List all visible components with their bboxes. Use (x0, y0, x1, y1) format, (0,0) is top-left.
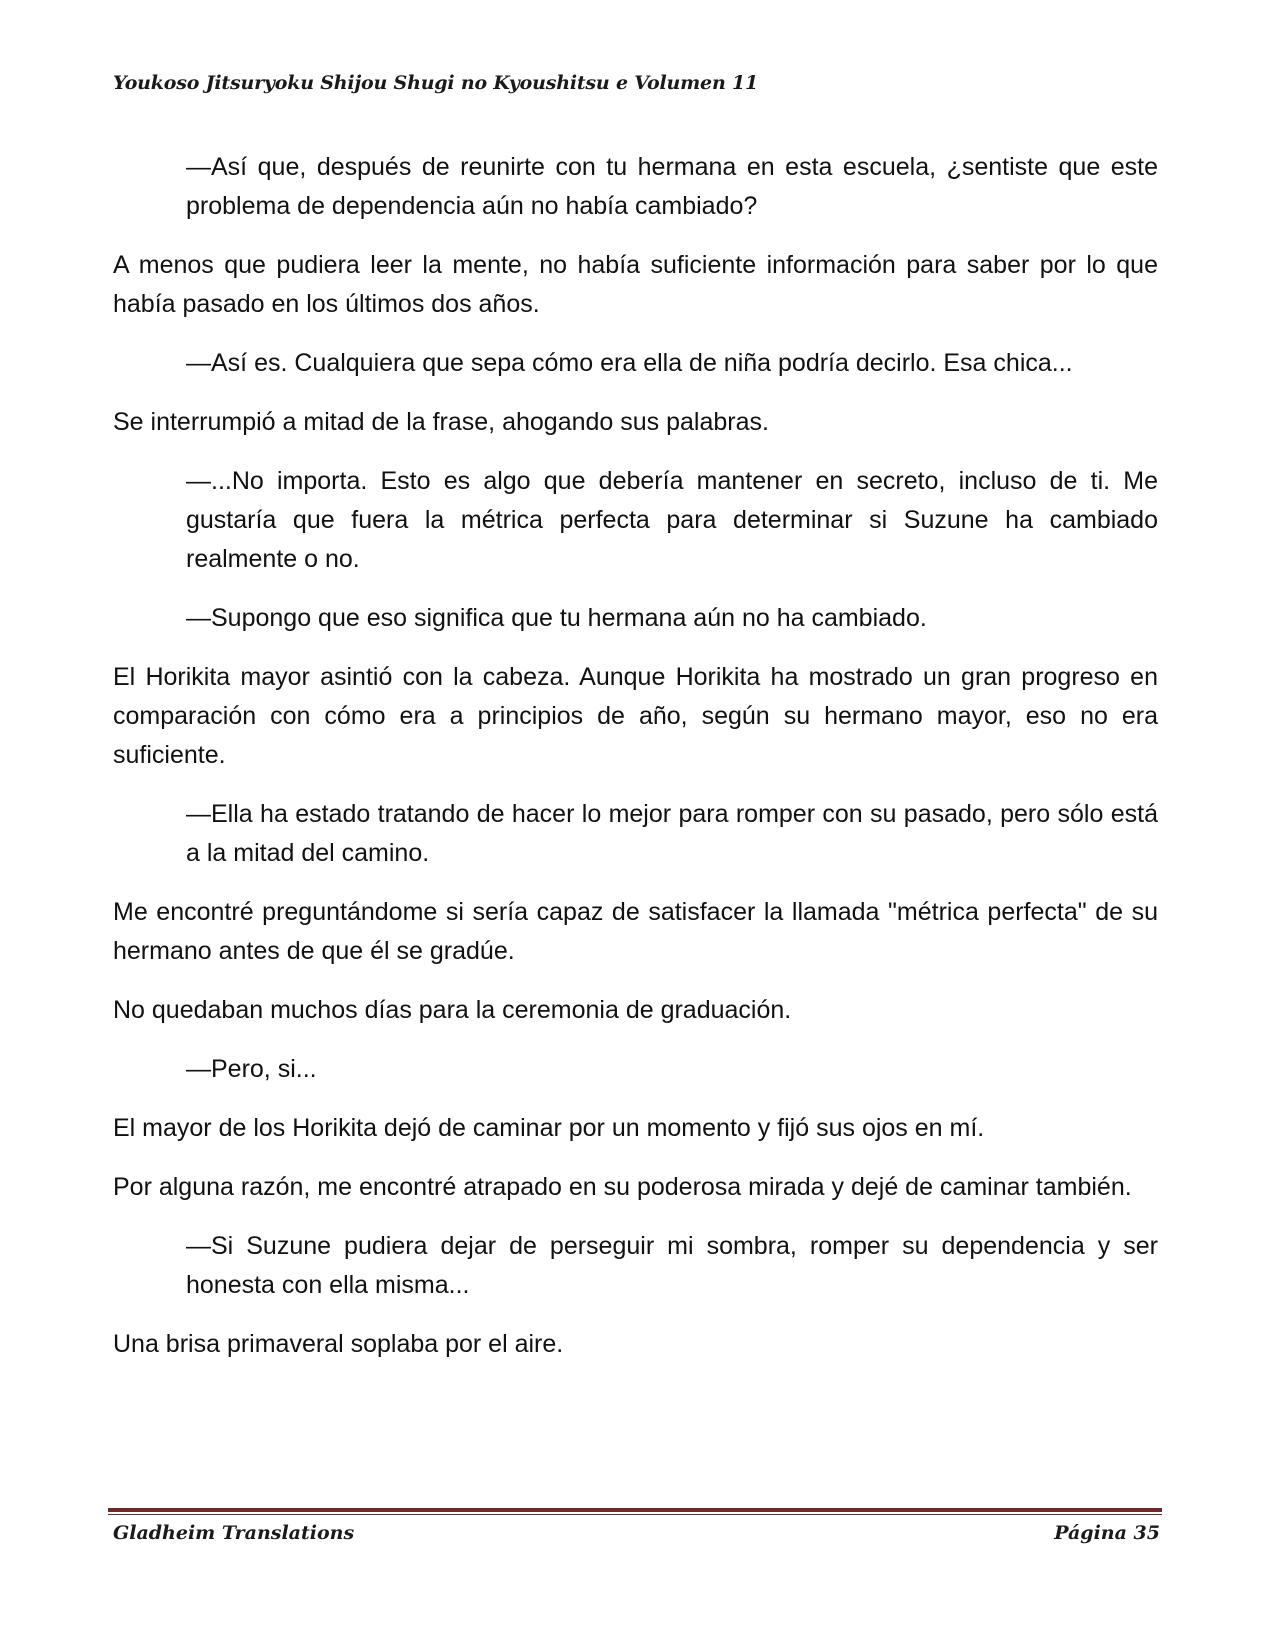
paragraph-dialog: —Supongo que eso significa que tu hermana aún no ha cambiado. (186, 604, 927, 632)
paragraph-narration: El mayor de los Horikita dejó de caminar por un momento y fijó sus ojos en mí. (113, 1114, 985, 1142)
paragraph-dialog: —Pero, si... (186, 1055, 317, 1083)
footer-divider-thin (108, 1514, 1162, 1515)
page-body (113, 148, 1158, 1384)
paragraph-dialog: —...No importa. Esto es algo que debería mantener en secreto, incluso de ti. Me gustaría que fuera la métrica perfecta para determinar si Suzune ha cambiado realmente o no. (186, 467, 1158, 573)
paragraph-narration: Me encontré preguntándome si sería capaz de satisfacer la llamada "métrica perfecta" de su hermano antes de que él se gradúe. (113, 898, 1158, 965)
paragraph-narration: A menos que pudiera leer la mente, no había suficiente información para saber por lo que había pasado en los últimos dos años. (113, 251, 1158, 318)
paragraph-dialog: —Así que, después de reunirte con tu hermana en esta escuela, ¿sentiste que este problema de dependencia aún no había cambiado? (186, 153, 1158, 220)
paragraph-narration: No quedaban muchos días para la ceremonia de graduación. (113, 996, 792, 1024)
paragraph-narration: Una brisa primaveral soplaba por el aire. (113, 1330, 564, 1358)
footer-translator-credit: Gladheim Translations (113, 1522, 355, 1544)
paragraph-dialog: —Así es. Cualquiera que sepa cómo era ella de niña podría decirlo. Esa chica... (186, 349, 1073, 377)
paragraph-narration: Por alguna razón, me encontré atrapado en su poderosa mirada y dejé de caminar también. (113, 1173, 1132, 1201)
page-header-title: Youkoso Jitsuryoku Shijou Shugi no Kyoushitsu e Volumen 11 (113, 72, 759, 94)
paragraph-dialog: —Si Suzune pudiera dejar de perseguir mi sombra, romper su dependencia y ser honesta con ella misma... (186, 1232, 1158, 1299)
footer-divider-thick (108, 1508, 1162, 1512)
paragraph-dialog: —Ella ha estado tratando de hacer lo mejor para romper con su pasado, pero sólo está a la mitad del camino. (186, 800, 1158, 867)
footer-page-number: Página 35 (1054, 1522, 1160, 1544)
paragraph-narration: El Horikita mayor asintió con la cabeza. Aunque Horikita ha mostrado un gran progreso en comparación con cómo era a principios de año, según su hermano mayor, eso no era suficiente. (113, 663, 1158, 769)
paragraph-narration: Se interrumpió a mitad de la frase, ahogando sus palabras. (113, 408, 769, 436)
